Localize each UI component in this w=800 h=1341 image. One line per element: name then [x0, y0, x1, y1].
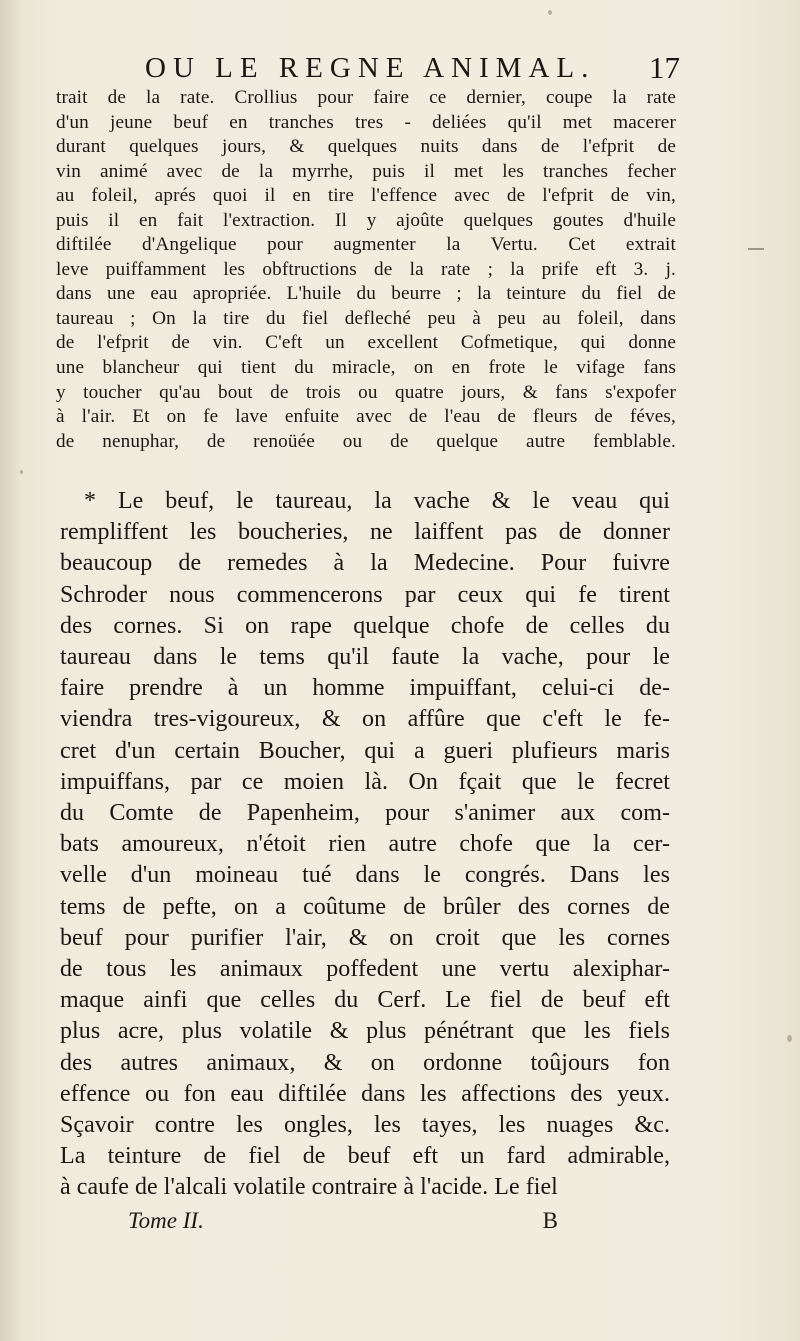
text-line: maque ainfi que celles du Cerf. Le fiel de beuf eft	[60, 987, 670, 1014]
text-line: faire prendre à un homme impuiffant, celui-ci de-	[60, 675, 670, 702]
text-line: rempliffent les boucheries, ne laiffent pas de donner	[60, 519, 670, 546]
text-line: de tous les animaux poffedent une vertu alexiphar-	[60, 956, 670, 983]
volume-title: Tome II.	[128, 1208, 204, 1233]
paper-spot	[548, 10, 552, 15]
text-line: tems de pefte, on a coûtume de brûler des cornes de	[60, 893, 670, 920]
text-line: velle d'un moineau tué dans le congrés. Dans les	[60, 862, 670, 889]
text-line: diftilée d'Angelique pour augmenter la Vertu. Cet extrait	[56, 234, 676, 256]
text-line: vin animé avec de la myrrhe, puis il met les tranches fecher	[56, 160, 676, 182]
text-line: du Comte de Papenheim, pour s'animer aux com-	[60, 800, 670, 827]
text-line: La teinture de fiel de beuf eft un fard admirable,	[60, 1143, 670, 1170]
text-line: des cornes. Si on rape quelque chofe de celles du	[60, 612, 670, 639]
text-line: de nenuphar, de renoüée ou de quelque autre femblable.	[56, 430, 676, 452]
large-text-block	[60, 486, 670, 1204]
page-number: 17	[649, 50, 680, 85]
text-line: beaucoup de remedes à la Medecine. Pour fuivre	[60, 550, 670, 577]
paper-spot	[787, 1035, 792, 1042]
text-line: d'un jeune beuf en tranches tres - deliées qu'il met macerer	[56, 111, 676, 133]
text-line: taureau ; On la tire du fiel defleché peu à peu au foleil, dans	[56, 307, 676, 329]
text-line: dans une eau apropriée. L'huile du beurre ; la teinture du fiel de	[56, 283, 676, 305]
text-line: à l'air. Et on fe lave enfuite avec de l'eau de fleurs de féves,	[56, 406, 676, 428]
text-line: des autres animaux, & on ordonne toûjours fon	[60, 1049, 670, 1076]
small-text-block	[56, 86, 676, 454]
paper-spot	[20, 470, 23, 474]
text-line: à caufe de l'alcali volatile contraire à l'acide. Le fiel	[60, 1174, 558, 1201]
text-line: viendra tres-vigoureux, & on affûre que c'eft le fe-	[60, 706, 670, 733]
running-head: OU LE REGNE ANIMAL.	[145, 52, 596, 84]
text-line: bats amoureux, n'étoit rien autre chofe que la cer-	[60, 831, 670, 858]
text-line: trait de la rate. Crollius pour faire ce dernier, coupe la rate	[56, 87, 676, 108]
text-line: taureau dans le tems qu'il faute la vache, pour le	[60, 644, 670, 671]
text-line: plus acre, plus volatile & plus pénétrant que les fiels	[60, 1018, 670, 1045]
text-line: une blancheur qui tient du miracle, on en frote le vifage fans	[56, 357, 676, 379]
text-line: effence ou fon eau diftilée dans les affections des yeux.	[60, 1080, 670, 1107]
margin-dash	[748, 248, 764, 250]
text-line: Schroder nous commencerons par ceux qui fe tirent	[60, 581, 670, 608]
text-line: cret d'un certain Boucher, qui a gueri plufieurs maris	[60, 737, 670, 764]
text-line: puis il en fait l'extraction. Il y ajoûte quelques goutes d'huile	[56, 209, 676, 231]
text-line: au foleil, aprés quoi il en tire l'effence avec de l'efprit de vin,	[56, 185, 676, 207]
text-line: beuf pour purifier l'air, & on croit que les cornes	[60, 924, 670, 951]
page-footer	[128, 1208, 558, 1242]
text-line: y toucher qu'au bout de trois ou quatre jours, & fans s'expofer	[56, 381, 676, 403]
text-line: * Le beuf, le taureau, la vache & le veau qui	[84, 488, 670, 514]
signature-mark: B	[542, 1208, 558, 1233]
text-line: leve puiffamment les obftructions de la rate ; la prife eft 3. j.	[56, 258, 676, 280]
text-line: durant quelques jours, & quelques nuits dans de l'efprit de	[56, 136, 676, 158]
text-line: impuiffans, par ce moien là. On fçait que le fecret	[60, 768, 670, 795]
text-line: Sçavoir contre les ongles, les tayes, les nuages &c.	[60, 1112, 670, 1139]
text-line: de l'efprit de vin. C'eft un excellent Cofmetique, qui donne	[56, 332, 676, 354]
